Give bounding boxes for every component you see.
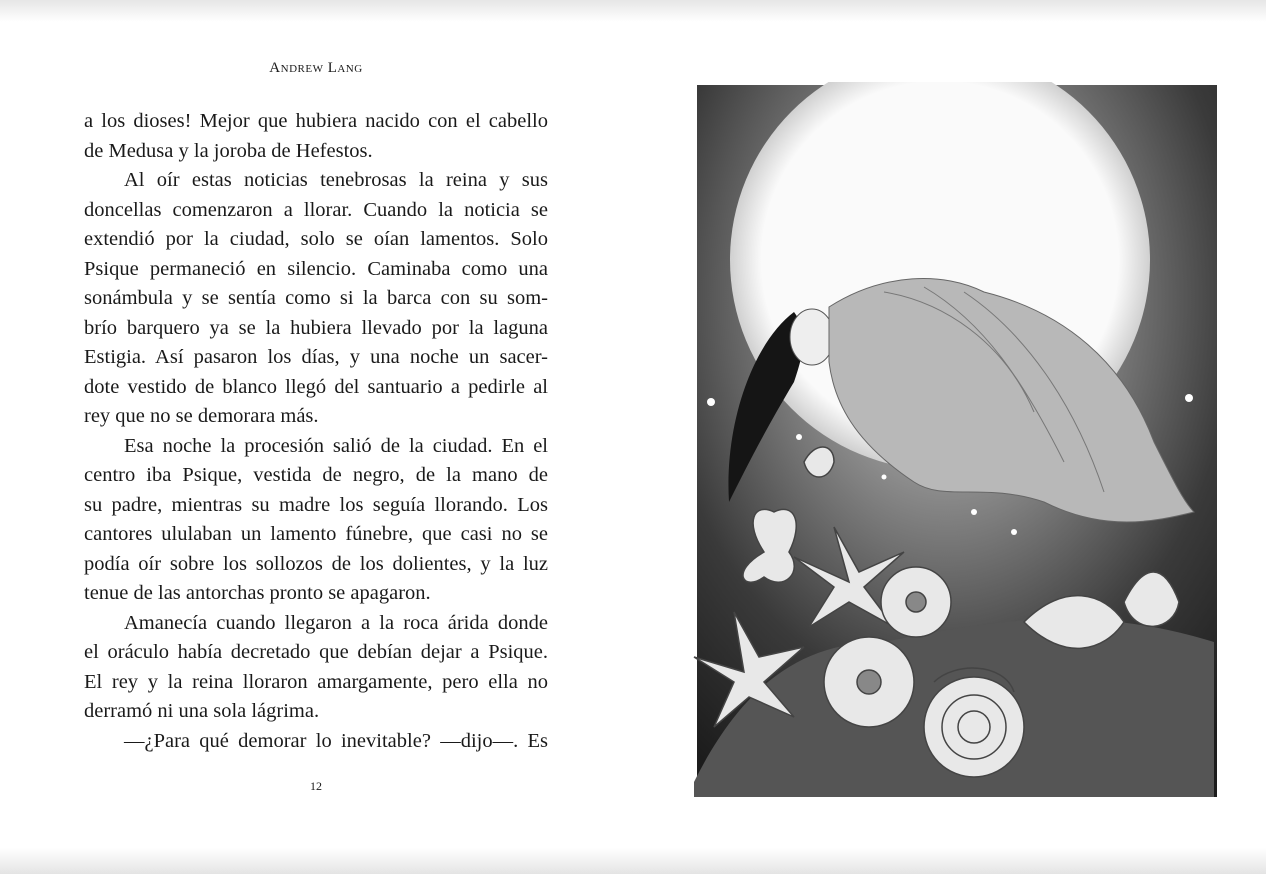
text-line: —¿Para qué demorar lo inevitable? —dijo—. Es — [124, 729, 548, 752]
text-line: extendió por la ciudad, solo se oían lamentos. Solo — [84, 228, 548, 250]
text-line: El rey y la reina lloraron amargamente, pero ella no — [84, 670, 548, 693]
text-line: derramó ni una sola lágrima. — [84, 700, 320, 722]
running-head-author: Andrew Lang — [269, 60, 363, 76]
text-line: doncellas comenzaron a llorar. Cuando la noticia se — [84, 198, 548, 221]
text-line: tenue de las antorchas pronto se apagaron. — [84, 582, 431, 604]
text-line: brío barquero ya se la hubiera llevado por la laguna — [84, 316, 548, 339]
text-line: rey que no se demorara más. — [84, 405, 319, 427]
text-line: a los dioses! Mejor que hubiera nacido con el cabello — [84, 110, 548, 132]
text-line: podía oír sobre los sollozos de los dolientes, y la luz — [84, 552, 548, 575]
text-line: dote vestido de blanco llegó del santuario a pedirle al — [84, 375, 548, 398]
page-number: 12 — [310, 779, 322, 793]
text-line: centro iba Psique, vestida de negro, de la mano de — [84, 464, 548, 486]
text-line: Psique permaneció en silencio. Caminaba como una — [84, 257, 548, 280]
text-line: su padre, mientras su madre los seguía llorando. Los — [84, 493, 548, 516]
text-line: sonámbula y se sentía como si la barca con su som- — [84, 287, 548, 309]
body-text — [84, 107, 548, 756]
text-line: Esa noche la procesión salió de la ciudad. En el — [124, 434, 548, 457]
text-line: Amanecía cuando llegaron a la roca árida donde — [124, 611, 548, 634]
illustration-psyche-floating — [684, 82, 1224, 804]
text-line: Estigia. Así pasaron los días, y una noche un sacer- — [84, 346, 548, 368]
text-line: Al oír estas noticias tenebrosas la reina y sus — [124, 169, 548, 191]
text-line: de Medusa y la joroba de Hefestos. — [84, 139, 373, 162]
text-line: el oráculo había decretado que debían dejar a Psique. — [84, 641, 548, 663]
text-line: cantores ululaban un lamento fúnebre, que casi no se — [84, 523, 548, 545]
face-shape — [790, 309, 834, 365]
